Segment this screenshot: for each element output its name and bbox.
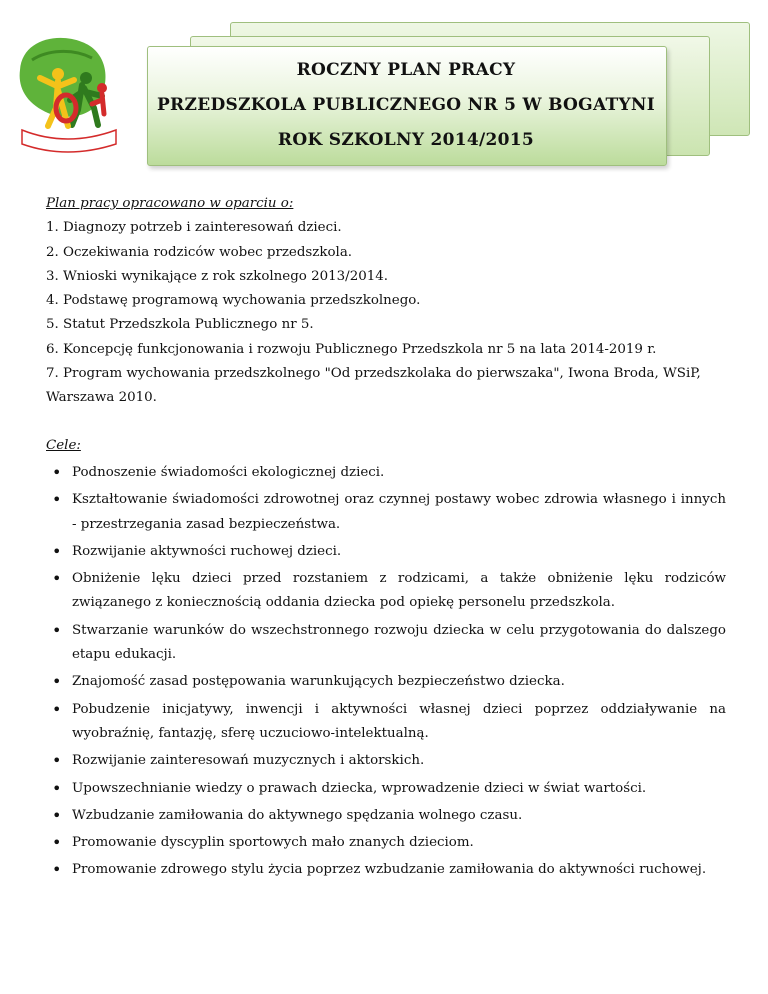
title-line-2: PRZEDSZKOLA PUBLICZNEGO NR 5 W BOGATYNI xyxy=(156,95,656,115)
title-line-3: ROK SZKOLNY 2014/2015 xyxy=(277,130,535,150)
goal-item: • Promowanie zdrowego stylu życia poprzez wzbudzanie zamiłowania do aktywności ruchowej. xyxy=(46,858,726,882)
goal-item: • Podnoszenie świadomości ekologicznej dzieci. xyxy=(46,461,726,485)
goal-item: • Upowszechnianie wiedzy o prawach dziecka, wprowadzenie dzieci w świat wartości. xyxy=(46,777,726,801)
basis-list xyxy=(46,216,726,410)
goal-item: • Promowanie dyscyplin sportowych mało znanych dzieciom. xyxy=(46,831,726,855)
goal-item: • Pobudzenie inicjatywy, inwencji i aktywności własnej dzieci poprzez oddziaływanie na wyobraźnię, fantazję, sferę uczuciowo-intelektualną. xyxy=(46,698,726,747)
goal-item: • Stwarzanie warunków do wszechstronnego rozwoju dziecka w celu przygotowania do dalszego etapu edukacji. xyxy=(46,619,726,668)
goal-item: • Rozwijanie aktywności ruchowej dzieci. xyxy=(46,540,726,564)
basis-item: 7. Program wychowania przedszkolnego "Od przedszkolaka do pierwszaka", Iwona Broda, WSiP, Warszawa 2010. xyxy=(46,366,701,406)
basis-item: 1. Diagnozy potrzeb i zainteresowań dzieci. xyxy=(46,220,342,236)
basis-item: 6. Koncepcję funkcjonowania i rozwoju Publicznego Przedszkola nr 5 na lata 2014-2019 r. xyxy=(46,341,657,357)
title-banner xyxy=(147,46,665,164)
basis-item: 5. Statut Przedszkola Publicznego nr 5. xyxy=(46,317,314,333)
goal-item: • Kształtowanie świadomości zdrowotnej oraz czynnej postawy wobec zdrowia własnego i innych - przestrzegania zasad bezpieczeństwa. xyxy=(46,488,726,537)
goal-item: • Obniżenie lęku dzieci przed rozstaniem z rodzicami, a także obniżenie lęku rodziców związanego z koniecznością oddania dziecka pod opiekę personelu przedszkola. xyxy=(46,567,726,616)
basis-item: 2. Oczekiwania rodziców wobec przedszkola. xyxy=(46,244,353,260)
basis-item: 3. Wnioski wynikające z rok szkolnego 2013/2014. xyxy=(46,268,389,284)
title-line-1: ROCZNY PLAN PRACY xyxy=(296,60,516,80)
goals-list xyxy=(46,461,726,883)
basis-item: 4. Podstawę programową wychowania przedszkolnego. xyxy=(46,293,421,309)
goals-heading: Cele: xyxy=(46,437,81,453)
kindergarten-logo xyxy=(12,30,122,155)
goal-item: • Znajomość zasad postępowania warunkujących bezpieczeństwo dziecka. xyxy=(46,670,726,694)
basis-heading: Plan pracy opracowano w oparciu o: xyxy=(46,196,294,211)
goal-item: • Rozwijanie zainteresowań muzycznych i aktorskich. xyxy=(46,749,726,773)
document-body xyxy=(46,192,726,886)
goal-item: • Wzbudzanie zamiłowania do aktywnego spędzania wolnego czasu. xyxy=(46,804,726,828)
